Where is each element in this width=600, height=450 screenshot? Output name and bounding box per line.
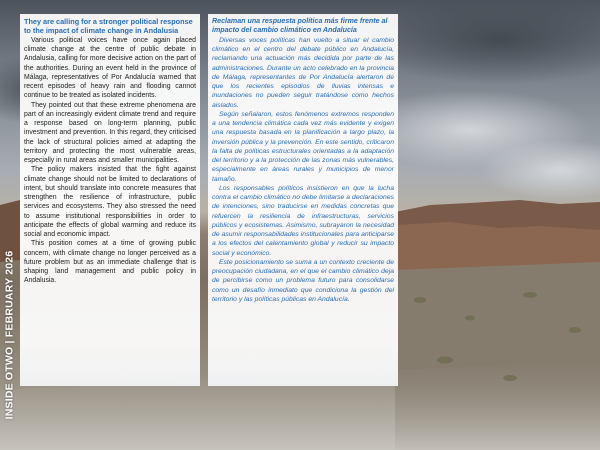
article-title-en: They are calling for a stronger political response to the impact of climate change in Andalusia — [24, 17, 193, 36]
article-spanish — [208, 14, 398, 386]
spine-label — [0, 240, 18, 430]
article-paragraph-en: This position comes at a time of growing public concern, with climate change no longer perceived as a future problem but as an immediate challenge that is shaping land management and public policy in Andalusia. — [24, 240, 196, 285]
article-paragraph-es: Según señalaron, estos fenómenos extremos responden a una tendencia climática cada vez más evidente y exigen una respuesta basada en la planificación a largo plazo, la inversión pública y la prevención. En este sentido, criticaron la falta de políticas estructurales orientadas a la adaptación del territorio y a la protección de las zonas más vulnerables, especialmente en áreas rurales y municipios de menor tamaño. — [212, 110, 394, 183]
article-paragraph-en: They pointed out that these extreme phenomena are part of an increasingly evident climate trend and require a response based on long-term planning, public investment and prevention. In this regard, they criticised the lack of structural policies aimed at adapting the territory and protecting the most vulnerable areas, especially in rural areas and smaller municipalities. — [24, 101, 196, 165]
panel-fade — [20, 346, 200, 386]
article-english — [20, 14, 200, 386]
article-paragraph-es: Diversas voces políticas han vuelto a situar el cambio climático en el centro del debate público en Andalucía, reclamando una actuación más decidida por parte de las administraciones. Durante un acto celebrado en la provincia de Málaga, representantes de Por Andalucía alertaron de que los recientes episodios de lluvias intensas e inundaciones no pueden seguir tratándose como hechos aislados. — [212, 36, 394, 109]
article-title-es: Reclaman una respuesta política más firme frente al impacto del cambio climático en Andalucía — [212, 17, 388, 35]
magazine-issue-label: INSIDE OTWO | FEBRUARY 2026 — [3, 250, 16, 420]
article-paragraph-es: Los responsables políticos insistieron en que la lucha contra el cambio climático no debe limitarse a declaraciones de intenciones, sino traducirse en medidas concretas que refuercen la resiliencia de infraestructuras, servicios públicos y ecosistemas. Asimismo, subrayaron la necesidad de asumir responsabilidades institucionales para anticiparse a los efectos del calentamiento global y reducir su impacto social y económico. — [212, 184, 394, 257]
article-paragraph-en: Various political voices have once again placed climate change at the centre of public debate in Andalusia, calling for more decisive action on the part of the authorities. During an event held in the province of Málaga, representatives of Por Andalucía warned that recent episodes of heavy rain and flooding cannot continue to be treated as isolated incidents. — [24, 36, 196, 100]
article-paragraph-en: The policy makers insisted that the fight against climate change should not be limited to declarations of intent, but should translate into concrete measures that strengthen the resilience of infrastructure, public services and ecosystems. They also stressed the need to assume institutional responsibilities in order to anticipate the effects of global warming and reduce its social and economic impact. — [24, 166, 196, 239]
panel-fade — [208, 346, 398, 386]
article-paragraph-es: Este posicionamiento se suma a un contexto creciente de preocupación ciudadana, en el que el cambio climático deja de percibirse como un problema futuro para consolidarse como un desafío inmediato que condiciona la gestión del territorio y las políticas públicas en Andalucía. — [212, 258, 394, 303]
